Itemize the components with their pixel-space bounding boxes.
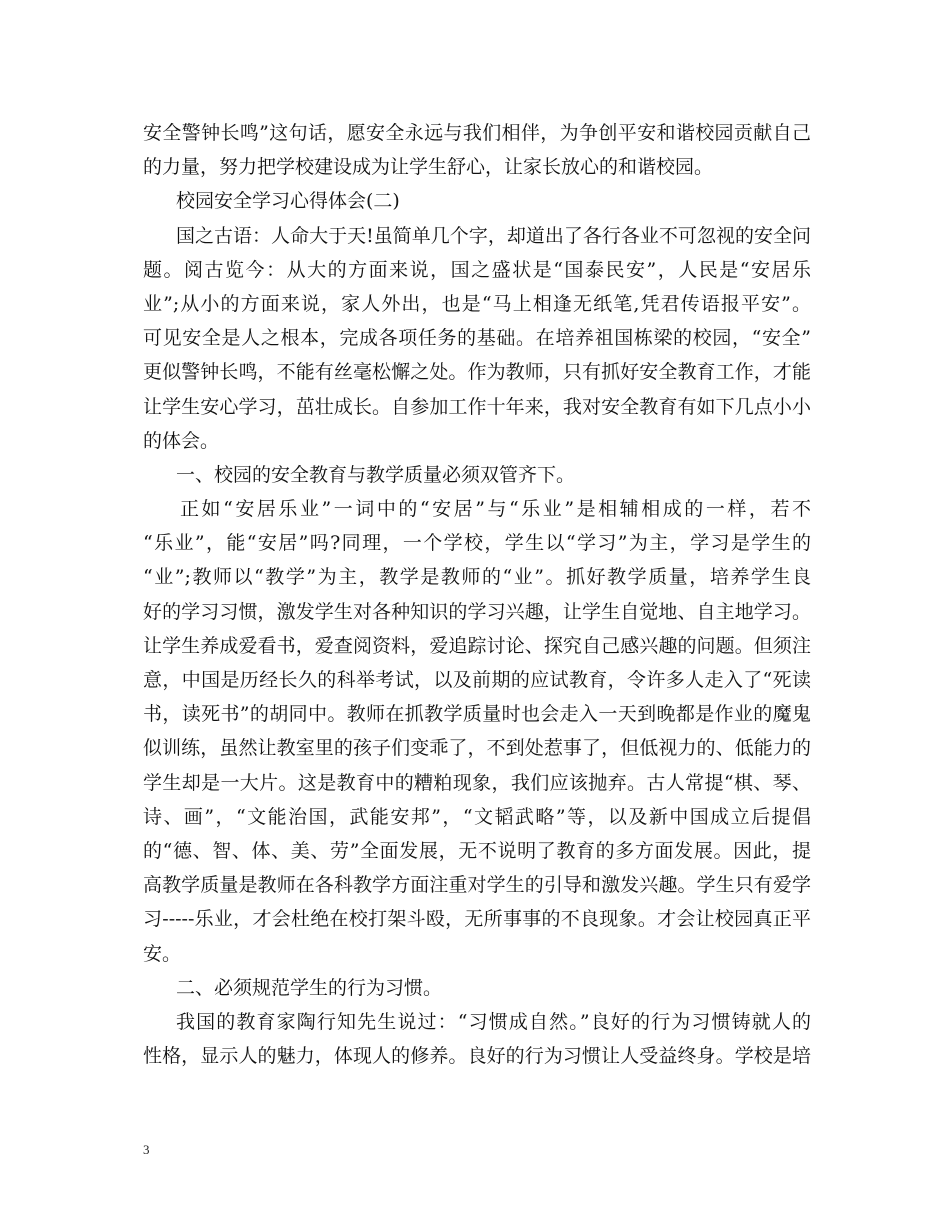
text-line: 似训练，虽然让教室里的孩子们变乖了，不到处惹事了，但低视力的、低能力的 xyxy=(143,737,811,760)
text-line: 国之古语：人命大于天!虽简单几个字，却道出了各行各业不可忽视的安全问 xyxy=(176,224,811,247)
text-line: 意，中国是历经长久的科举考试，以及前期的应试教育，令许多人走入了“死读 xyxy=(143,669,811,691)
text-line: 可见安全是人之根本，完成各项任务的基础。在培养祖国栋梁的校园，“安全” xyxy=(143,327,811,350)
text-line: “乐业”，能“安居”吗?同理，一个学校，学生以“学习”为主，学习是学生的 xyxy=(143,532,811,555)
subheading-one: 一、校园的安全教育与教学质量必须双管齐下。 xyxy=(176,463,576,486)
text-line: 习-----乐业，才会杜绝在校打架斗殴，无所事事的不良现象。才会让校园真正平 xyxy=(143,908,811,931)
text-line: 让学生安心学习，茁壮成长。自参加工作十年来，我对安全教育有如下几点小小 xyxy=(143,395,811,418)
text-line: 正如“安居乐业”一词中的“安居”与“乐业”是相辅相成的一样，若不 xyxy=(180,498,811,521)
page-number: 3 xyxy=(143,1142,150,1157)
text-line: 业”;从小的方面来说，家人外出，也是“马上相逢无纸笔,凭君传语报平安”。 xyxy=(143,292,811,315)
text-line: 学生却是一大片。这是教育中的糟粕现象，我们应该抛弃。古人常提“棋、琴、 xyxy=(143,771,811,794)
text-line: “业”;教师以“教学”为主，教学是教师的“业”。抓好教学质量，培养学生良 xyxy=(143,566,811,589)
text-line: 好的学习习惯，激发学生对各种知识的学习兴趣，让学生自觉地、自主地学习。 xyxy=(143,600,811,623)
text-line: 安全警钟长鸣”这句话，愿安全永远与我们相伴，为争创平安和谐校园贡献自己 xyxy=(143,122,811,144)
text-line: 更似警钟长鸣，不能有丝毫松懈之处。作为教师，只有抓好安全教育工作，才能 xyxy=(143,361,811,384)
text-line: 书，读死书”的胡同中。教师在抓教学质量时也会走入一天到晚都是作业的魔鬼 xyxy=(143,703,811,726)
document-body xyxy=(143,116,811,1073)
subheading-two: 二、必须规范学生的行为习惯。 xyxy=(176,976,443,999)
text-line: 诗、画”，“文能治国，武能安邦”，“文韬武略”等，以及新中国成立后提倡 xyxy=(143,805,811,828)
text-line: 安。 xyxy=(143,942,182,965)
text-line: 性格，显示人的魅力，体现人的修养。良好的行为习惯让人受益终身。学校是培 xyxy=(143,1045,811,1068)
text-line: 的力量，努力把学校建设成为让学生舒心，让家长放心的和谐校园。 xyxy=(143,156,714,179)
text-line: 题。阅古览今：从大的方面来说，国之盛状是“国泰民安”，人民是“安居乐 xyxy=(143,258,811,281)
text-line: 高教学质量是教师在各科教学方面注重对学生的引导和激发兴趣。学生只有爱学 xyxy=(143,874,811,897)
text-line: 让学生养成爱看书，爱查阅资料，爱追踪讨论、探究自己感兴趣的问题。但须注 xyxy=(143,634,811,657)
text-line: 的“德、智、体、美、劳”全面发展，无不说明了教育的多方面发展。因此，提 xyxy=(143,839,811,862)
text-line: 我国的教育家陶行知先生说过：“习惯成自然。”良好的行为习惯铸就人的 xyxy=(176,1010,811,1033)
text-line: 的体会。 xyxy=(143,429,220,452)
section-heading: 校园安全学习心得体会(二) xyxy=(176,190,400,213)
